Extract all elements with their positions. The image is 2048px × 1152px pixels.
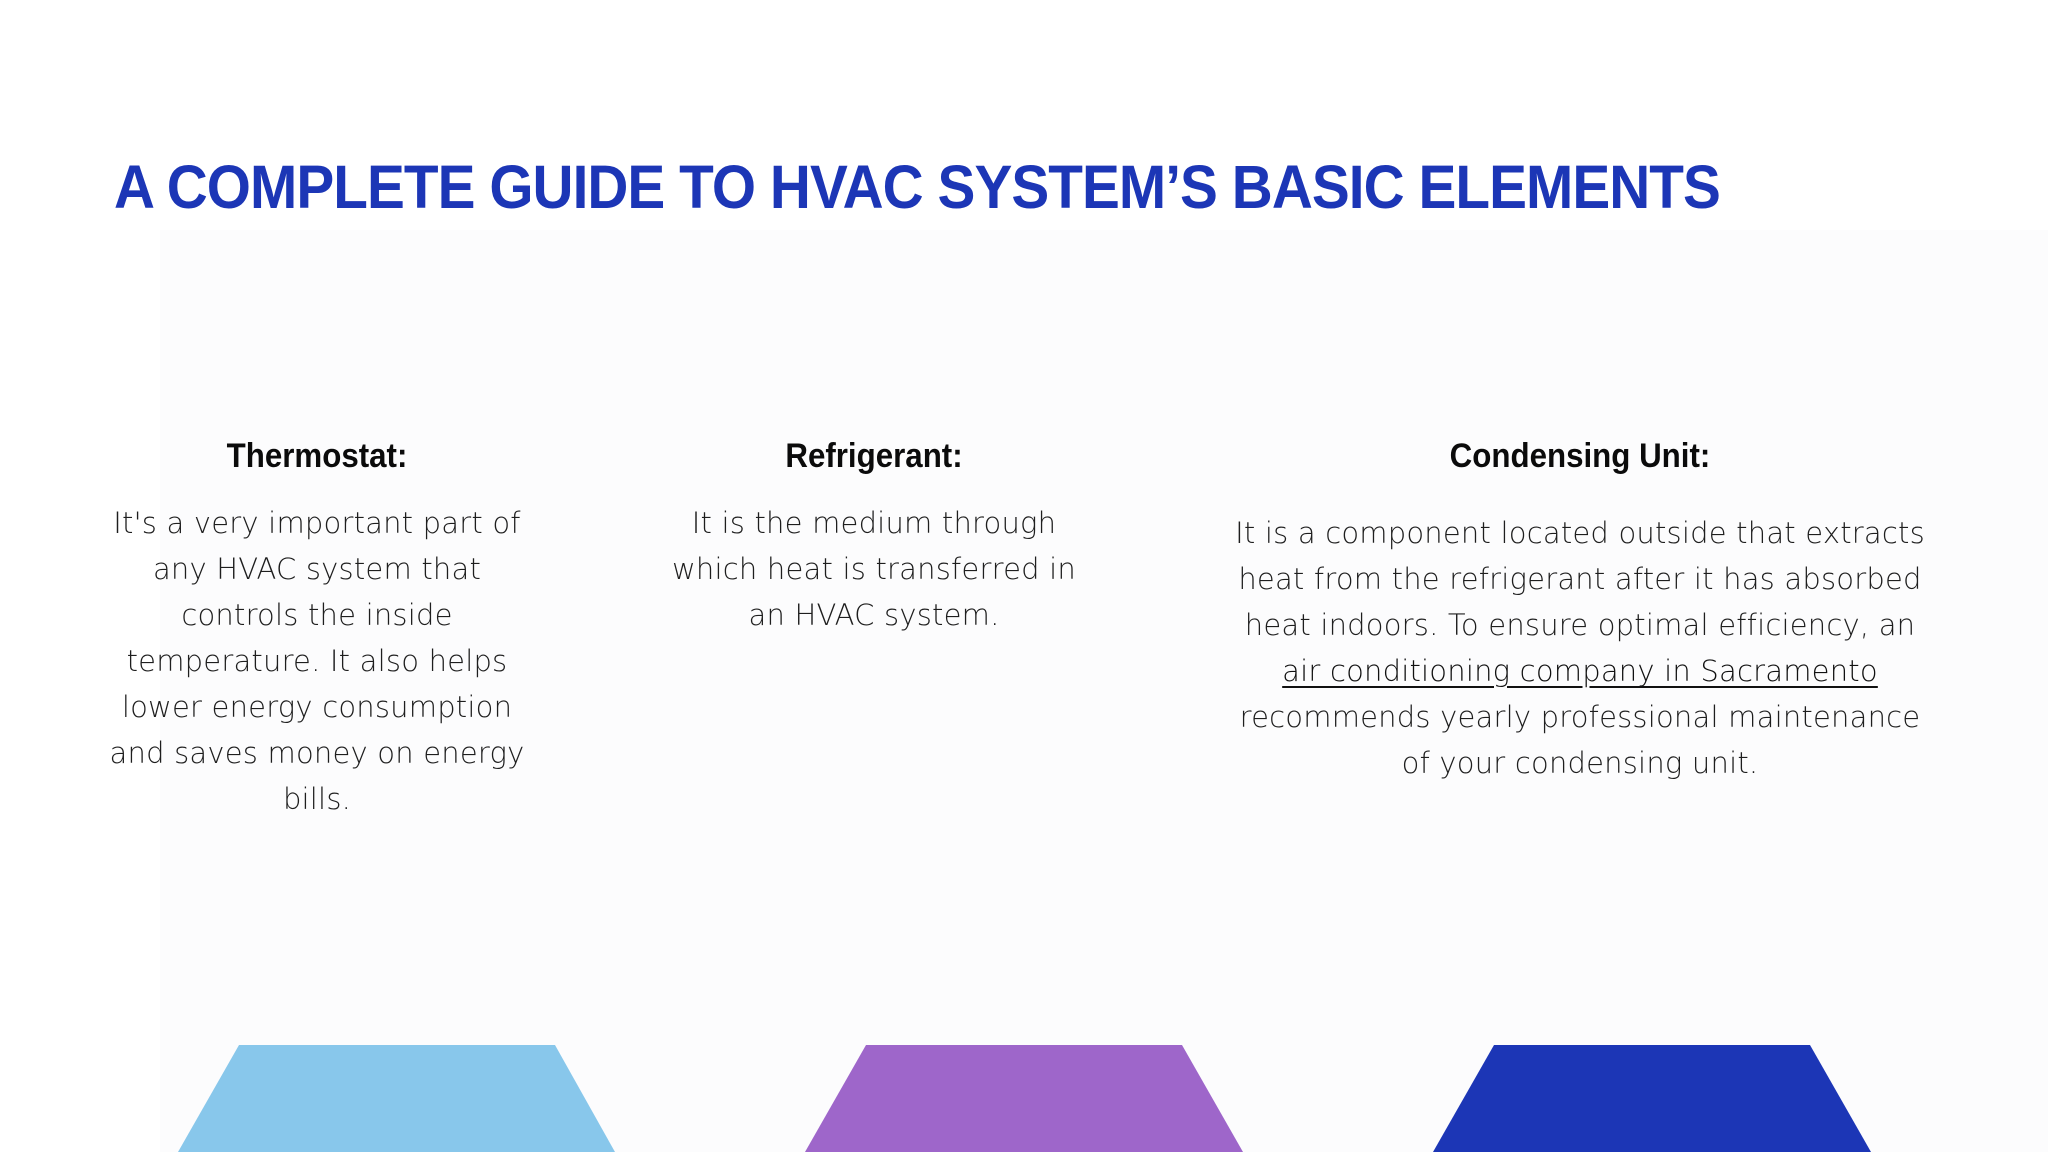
purple-trapezoid (805, 1045, 1243, 1152)
refrigerant-description (664, 500, 1084, 638)
sacramento-ac-company-link[interactable]: air conditioning company in Sacramento (1282, 654, 1878, 688)
text-line: controls the inside (181, 598, 453, 632)
thermostat-heading: Thermostat: (226, 437, 408, 475)
condensing-unit-description (1230, 510, 1930, 786)
text-line: It is a component located outside that extracts (1235, 516, 1925, 550)
thermostat-section (100, 434, 534, 822)
refrigerant-heading: Refrigerant: (785, 437, 963, 475)
condensing-unit-section (1230, 434, 1930, 786)
text-line: temperature. It also helps (126, 644, 508, 678)
text-line: an HVAC system. (748, 598, 1000, 632)
refrigerant-section (664, 434, 1084, 638)
text-line: It is the medium through (691, 506, 1057, 540)
text-line: heat indoors. To ensure optimal efficiency, an (1244, 608, 1916, 642)
light-blue-trapezoid (178, 1045, 615, 1152)
text-line: lower energy consumption (121, 690, 513, 724)
text-line: heat from the refrigerant after it has absorbed (1238, 562, 1922, 596)
link-line (1230, 648, 1930, 694)
text-line: recommends yearly professional maintenance (1239, 700, 1921, 734)
text-line: It's a very important part of (113, 506, 521, 540)
condensing-unit-heading: Condensing Unit: (1449, 437, 1711, 475)
text-line: which heat is transferred in (672, 552, 1076, 586)
thermostat-description (100, 500, 534, 822)
text-line: and saves money on energy (109, 736, 525, 770)
page-title: A COMPLETE GUIDE TO HVAC SYSTEM’S BASIC ELEMENTS (114, 153, 1720, 221)
decorative-shapes (0, 1040, 2048, 1152)
text-line: any HVAC system that (152, 552, 482, 586)
dark-blue-trapezoid (1433, 1045, 1871, 1152)
text-line: of your condensing unit. (1401, 746, 1759, 780)
text-line: bills. (282, 782, 352, 816)
